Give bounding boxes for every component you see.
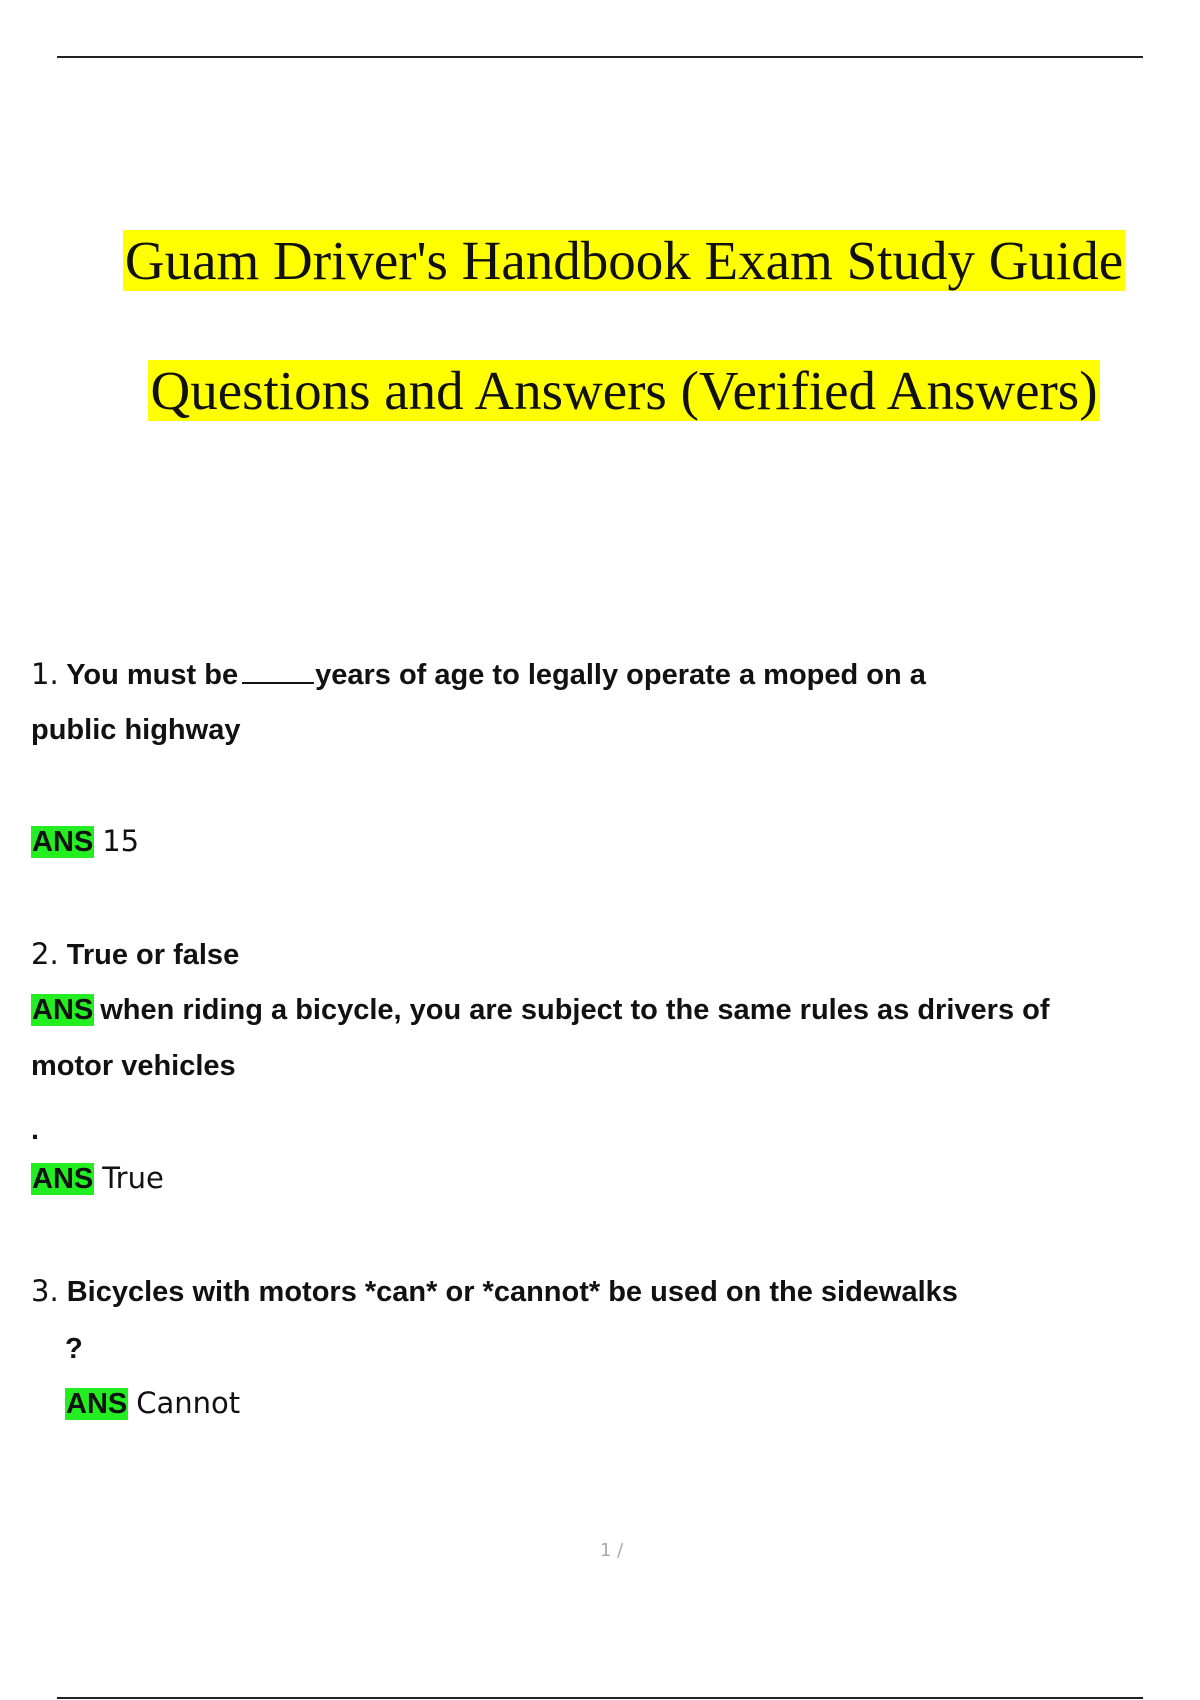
question-1-line-2: public highway <box>31 714 241 746</box>
question-3 <box>31 1271 958 1312</box>
ans-label: ANS <box>32 1163 94 1195</box>
question-3-line-2: ? <box>65 1333 83 1365</box>
answer-value: True <box>102 1161 164 1195</box>
question-3-text: Bicycles with motors *can* or *cannot* be used on the sidewalks <box>66 1276 958 1308</box>
question-1-blank <box>242 658 314 684</box>
title-line-2-text: Questions and Answers (Verified Answers) <box>150 360 1098 421</box>
question-2 <box>31 934 239 975</box>
title-line-1-text: Guam Driver's Handbook Exam Study Guide <box>124 230 1124 291</box>
title-line-2 <box>24 358 1200 424</box>
ans-label: ANS <box>32 994 94 1026</box>
question-1-number: 1. <box>31 657 59 691</box>
title-line-1 <box>24 228 1200 294</box>
question-2-number: 2. <box>31 937 59 971</box>
question-2-statement <box>31 990 1050 1030</box>
question-1-answer <box>31 821 139 862</box>
question-2-statement-line-2: motor vehicles <box>31 1050 236 1082</box>
question-1-text-after: years of age to legally operate a moped on a <box>315 659 926 691</box>
question-3-number: 3. <box>31 1274 59 1308</box>
question-2-answer <box>31 1158 164 1199</box>
ans-label: ANS <box>66 1388 128 1420</box>
answer-value: Cannot <box>136 1386 241 1420</box>
top-rule <box>57 56 1143 58</box>
bottom-rule <box>57 1697 1143 1699</box>
question-2-statement-text: when riding a bicycle, you are subject to the same rules as drivers of <box>100 994 1050 1026</box>
question-3-answer <box>65 1383 240 1424</box>
question-2-dot: . <box>31 1114 40 1146</box>
question-1-text-before: You must be <box>66 659 239 691</box>
question-2-text: True or false <box>66 939 240 971</box>
ans-label: ANS <box>32 826 94 858</box>
answer-value: 15 <box>102 824 140 858</box>
question-1 <box>31 654 926 695</box>
page-number: 1 / <box>600 1540 624 1561</box>
